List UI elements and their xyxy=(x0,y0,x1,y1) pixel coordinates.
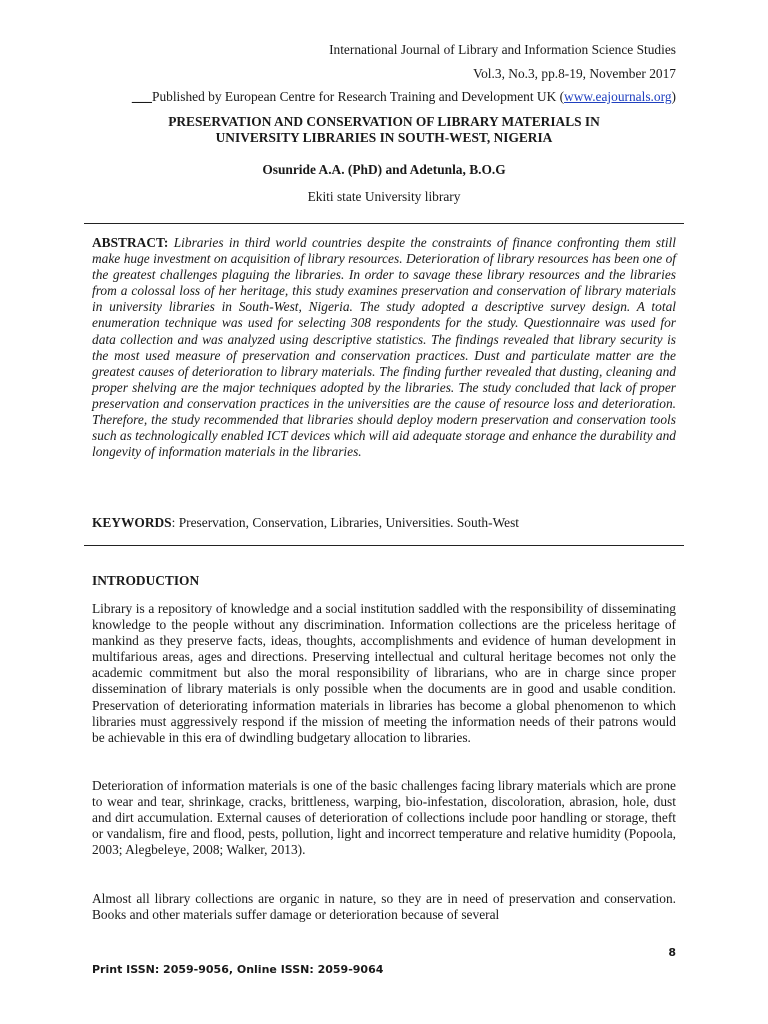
abstract-text: Libraries in third world countries despite the constraints of finance confronting them still make huge investment on acquisition of library resources. Deterioration of library resources has been one of the greatest challenges plaguing the libraries. In order to savage these library resources and the libraries from a colossal loss of her heritage, this study examines preservation and conservation of library materials in university libraries in South-West, Nigeria. The study adopted a descriptive survey design. A total enumeration technique was used for selecting 308 respondents for the study. Questionnaire was used for data collection and was analyzed using descriptive statistics. The findings revealed that library security is the most used measure of preservation and conservation practices. Dust and particulate matter are the greatest causes of deterioration to library materials. The finding further revealed that dusting, cleaning and proper shelving are the major techniques adopted by the libraries. The study concluded that lack of proper preservation and conservation practices in the universities are the cause of resource loss and deterioration. Therefore, the study recommended that libraries should deploy modern preservation and conservation tools such as technologically enabled ICT devices which will aid adequate storage and enhance the durability and longevity of information materials in the libraries. xyxy=(92,235,677,460)
page-number: 8 xyxy=(668,946,676,959)
journal-name: International Journal of Library and Information Science Studies xyxy=(329,42,676,57)
top-divider xyxy=(84,223,684,224)
introduction-heading: INTRODUCTION xyxy=(92,573,200,588)
keywords-label: KEYWORDS xyxy=(92,515,172,530)
publisher-prefix: ___ xyxy=(131,89,152,104)
paper-title xyxy=(92,114,676,146)
publisher-line xyxy=(132,89,676,105)
publisher-suffix: ) xyxy=(671,89,676,104)
affiliation: Ekiti state University library xyxy=(307,189,461,204)
publisher-text: Published by European Centre for Research Training and Development UK ( xyxy=(152,89,565,104)
issn-footer: Print ISSN: 2059-9056, Online ISSN: 2059-9064 xyxy=(92,963,384,976)
title-line-1: PRESERVATION AND CONSERVATION OF LIBRARY MATERIALS IN xyxy=(168,114,600,129)
bottom-divider xyxy=(84,545,684,546)
abstract-label: ABSTRACT: xyxy=(92,235,169,250)
publisher-link[interactable]: www.eajournals.org xyxy=(564,89,672,104)
volume-info: Vol.3, No.3, pp.8-19, November 2017 xyxy=(473,66,676,81)
authors: Osunride A.A. (PhD) and Adetunla, B.O.G xyxy=(262,162,506,177)
keywords xyxy=(92,515,676,531)
keywords-text: : Preservation, Conservation, Libraries, Universities. South-West xyxy=(171,515,520,530)
introduction-paragraph-3: Almost all library collections are organic in nature, so they are in need of preservation and conservation. Books and other materials suffer damage or deterioration because of several xyxy=(92,891,676,923)
introduction-paragraph-1: Library is a repository of knowledge and a social institution saddled with the responsibility of disseminating knowledge to the people without any discrimination. Information collections are the priceless heritage of mankind as they preserve facts, ideas, thoughts, accomplishments and evidence of human development in multifarious areas, ages and directions. Preserving intellectual and cultural heritage becomes not only the academic commitment but also the moral responsibility of librarians, who are in charge since proper dissemination of library materials is only possible when the documents are in good and usable condition. Preservation of deteriorating information materials in libraries has become a global phenomenon to which libraries must aggressively respond if the mission of meeting the information needs of their patrons would be achievable in this era of dwindling budgetary allocation to libraries. xyxy=(92,601,676,745)
introduction-paragraph-2: Deterioration of information materials is one of the basic challenges facing library materials which are prone to wear and tear, shrinkage, cracks, brittleness, warping, bio-infestation, discoloration, abrasion, hole, dust and dirt accumulation. External causes of deterioration of collections include poor handling or storage, theft or vandalism, fire and flood, pests, pollution, light and incorrect temperature and relative humidity (Popoola, 2003; Alegbeleye, 2008; Walker, 2013). xyxy=(92,778,676,858)
abstract xyxy=(92,235,676,460)
title-line-2: UNIVERSITY LIBRARIES IN SOUTH-WEST, NIGERIA xyxy=(215,130,553,145)
